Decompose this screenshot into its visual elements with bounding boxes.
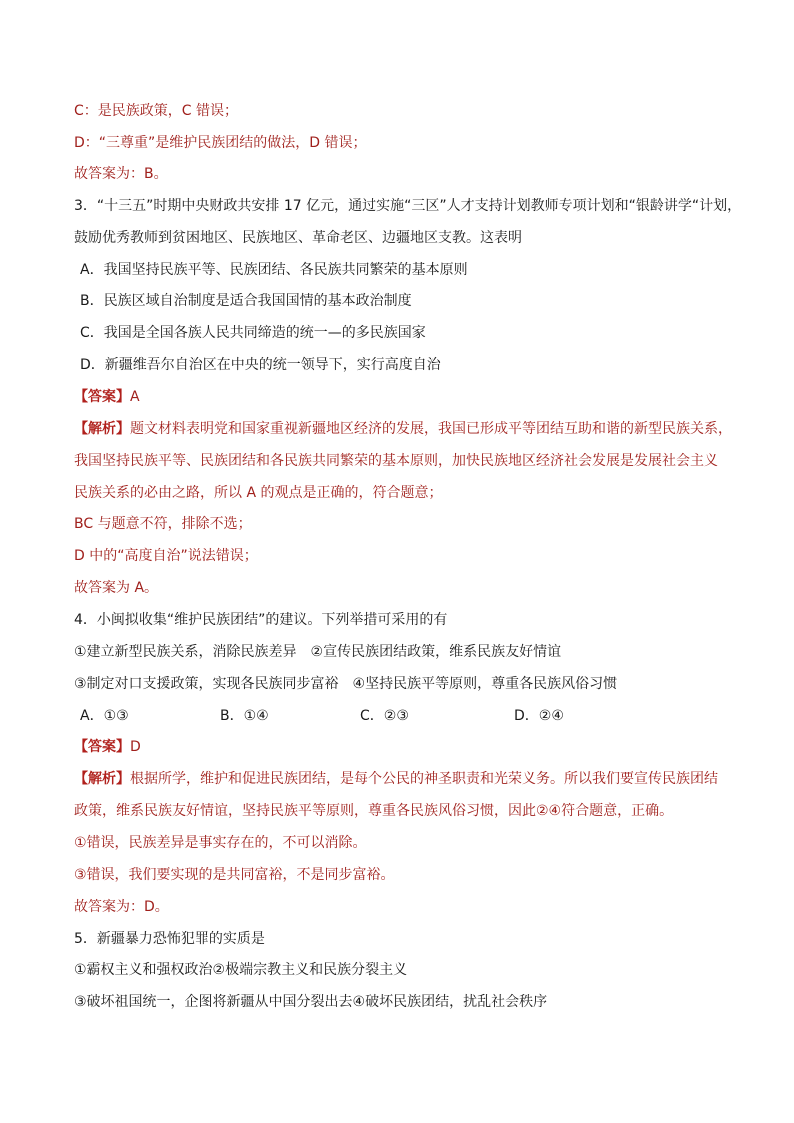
- q3-analysis-line-4: BC 与题意不符，排除不选；: [74, 516, 252, 532]
- q4-choices: [80, 706, 734, 726]
- q4-items-line-1: ①建立新型民族关系，消除民族差异 ②宣传民族团结政策，维系民族友好情谊: [74, 644, 562, 660]
- answer-value: D: [130, 739, 141, 755]
- prev-option-c-analysis: C：是民族政策，C 错误；: [74, 103, 239, 119]
- analysis-tag: 【解析】: [74, 421, 130, 437]
- q4-stem: 4．小闽拟收集“维护民族团结”的建议。下列举措可采用的有: [74, 612, 448, 628]
- prev-option-d-analysis: D：“三尊重”是维护民族团结的做法，D 错误；: [74, 135, 367, 151]
- q3-analysis-line-5: D 中的“高度自治”说法错误；: [74, 548, 258, 564]
- prev-answer-conclusion: 故答案为：B。: [74, 166, 168, 182]
- q4-conclusion: 故答案为：D。: [74, 899, 169, 915]
- q3-stem-line-1: 3．“十三五”时期中央财政共安排 17 亿元，通过实施“三区”人才支持计划教师专项计划和“银龄讲学“计划，: [74, 198, 742, 214]
- q3-option-a: A．我国坚持民族平等、民族团结、各民族共同繁荣的基本原则: [80, 262, 468, 278]
- q3-option-c: C．我国是全国各族人民共同缔造的统一—的多民族国家: [80, 325, 426, 341]
- q5-items-line-2: ③破坏祖国统一，企图将新疆从中国分裂出去④破坏民族团结，扰乱社会秩序: [74, 994, 548, 1010]
- q3-option-d: D．新疆维吾尔自治区在中央的统一领导下，实行高度自治: [80, 357, 441, 373]
- answer-value: A: [130, 389, 140, 405]
- q5-stem: 5．新疆暴力恐怖犯罪的实质是: [74, 931, 265, 947]
- answer-tag: 【答案】: [74, 739, 130, 755]
- answer-tag: 【答案】: [74, 389, 130, 405]
- q4-analysis-line-1: [74, 769, 734, 789]
- q4-answer: [74, 737, 734, 757]
- q3-analysis-line-1: [74, 419, 734, 439]
- analysis-text: 根据所学，维护和促进民族团结，是每个公民的神圣职责和光荣义务。所以我们要宣传民族团结: [130, 771, 718, 787]
- q4-choice-c: C．②③: [360, 708, 409, 724]
- q4-choice-b: B．①④: [220, 708, 269, 724]
- q4-items-line-2: ③制定对口支援政策，实现各民族同步富裕 ④坚持民族平等原则，尊重各民族风俗习惯: [74, 676, 618, 692]
- q4-choice-d: D．②④: [514, 708, 564, 724]
- q3-answer: [74, 387, 734, 407]
- q3-conclusion: 故答案为 A。: [74, 580, 159, 596]
- q3-option-b: B．民族区域自治制度是适合我国国情的基本政治制度: [80, 293, 412, 309]
- q3-stem-line-2: 鼓励优秀教师到贫困地区、民族地区、革命老区、边疆地区支教。这表明: [74, 230, 522, 246]
- q3-analysis-line-2: 我国坚持民族平等、民族团结和各民族共同繁荣的基本原则，加快民族地区经济社会发展是发展社会主义: [74, 453, 718, 469]
- q4-analysis-line-3: ①错误，民族差异是事实存在的，不可以消除。: [74, 835, 367, 851]
- q4-analysis-line-2: 政策，维系民族友好情谊，坚持民族平等原则，尊重各民族风俗习惯，因此②④符合题意，正确。: [74, 803, 674, 819]
- q4-analysis-line-4: ③错误，我们要实现的是共同富裕，不是同步富裕。: [74, 867, 395, 883]
- q3-analysis-line-3: 民族关系的必由之路，所以 A 的观点是正确的，符合题意；: [74, 485, 443, 501]
- q5-items-line-1: ①霸权主义和强权政治②极端宗教主义和民族分裂主义: [74, 962, 408, 978]
- analysis-tag: 【解析】: [74, 771, 130, 787]
- analysis-text: 题文材料表明党和国家重视新疆地区经济的发展，我国已形成平等团结互助和谐的新型民族关系，: [130, 421, 732, 437]
- q4-choice-a: A．①③: [80, 708, 129, 724]
